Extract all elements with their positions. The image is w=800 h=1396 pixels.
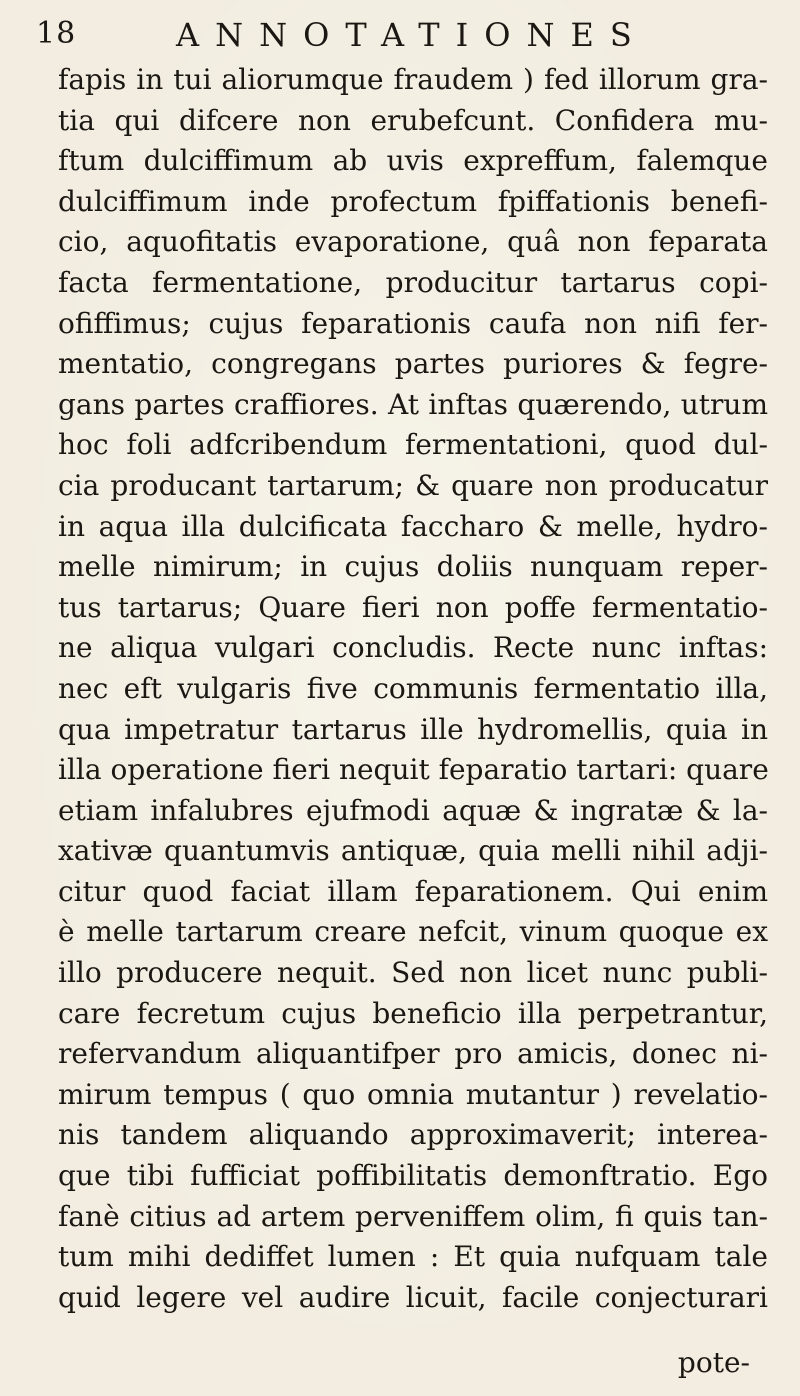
page-header bbox=[36, 10, 736, 58]
text-line: cia producant tartarum; & quare non producatur bbox=[58, 468, 768, 502]
text-line: nis tandem aliquando approximaverit; interea- bbox=[58, 1118, 768, 1152]
text-line: illo producere nequit. Sed non licet nunc publi- bbox=[58, 956, 768, 990]
text-line: tum mihi dediffet lumen : Et quia nufquam tale bbox=[58, 1240, 768, 1274]
text-line: gans partes craffiores. At inftas quærendo, utrum bbox=[58, 387, 768, 421]
page-number: 18 bbox=[36, 16, 77, 51]
text-line: citur quod faciat illam feparationem. Qui enim bbox=[58, 874, 768, 908]
text-line: tus tartarus; Quare fieri non poffe fermentatio- bbox=[58, 590, 768, 624]
text-line: care fecretum cujus beneficio illa perpetrantur, bbox=[58, 996, 768, 1030]
text-line: ofiffimus; cujus feparationis caufa non nifi fer- bbox=[58, 306, 768, 340]
text-line: facta fermentatione, producitur tartarus copi- bbox=[58, 265, 768, 299]
text-line: tia qui difcere non erubefcunt. Confidera mu- bbox=[58, 103, 768, 137]
running-head: ANNOTATIONES bbox=[176, 16, 648, 54]
text-line: cio, aquofitatis evaporatione, quâ non feparata bbox=[58, 225, 768, 259]
text-line: etiam infalubres ejufmodi aquæ & ingratæ & la- bbox=[58, 793, 768, 827]
text-line: dulciffimum inde profectum fpiffationis benefi- bbox=[58, 184, 768, 218]
text-line: ne aliqua vulgari concludis. Recte nunc inftas: bbox=[58, 631, 768, 665]
text-line: fanè citius ad artem perveniffem olim, fi quis tan- bbox=[58, 1199, 768, 1233]
body-text bbox=[58, 60, 768, 1318]
text-line: in aqua illa dulcificata faccharo & melle, hydro- bbox=[58, 509, 768, 543]
text-line: refervandum aliquantifper pro amicis, donec ni- bbox=[58, 1037, 768, 1071]
text-line: ftum dulciffimum ab uvis expreffum, falemque bbox=[58, 144, 768, 178]
text-line: mentatio, congregans partes puriores & fegre- bbox=[58, 347, 768, 381]
text-line: nec eft vulgaris five communis fermentatio illa, bbox=[58, 671, 768, 705]
text-line: qua impetratur tartarus ille hydromellis, quia in bbox=[58, 712, 768, 746]
text-line: hoc foli adfcribendum fermentationi, quod dul- bbox=[58, 428, 768, 462]
text-line: que tibi fufficiat poffibilitatis demonftratio. Ego bbox=[58, 1159, 768, 1193]
catchword: pote- bbox=[677, 1346, 750, 1379]
text-line: mirum tempus ( quo omnia mutantur ) revelatio- bbox=[58, 1077, 768, 1111]
text-line: è melle tartarum creare nefcit, vinum quoque ex bbox=[58, 915, 768, 949]
text-line: melle nimirum; in cujus doliis nunquam reper- bbox=[58, 550, 768, 584]
text-line: quid legere vel audire licuit, facile conjecturari bbox=[58, 1280, 768, 1314]
text-line: illa operatione fieri nequit feparatio tartari: quare bbox=[58, 753, 769, 787]
text-line: fapis in tui aliorumque fraudem ) fed illorum gra- bbox=[58, 63, 768, 96]
text-line: xativæ quantumvis antiquæ, quia melli nihil adji- bbox=[58, 834, 768, 868]
